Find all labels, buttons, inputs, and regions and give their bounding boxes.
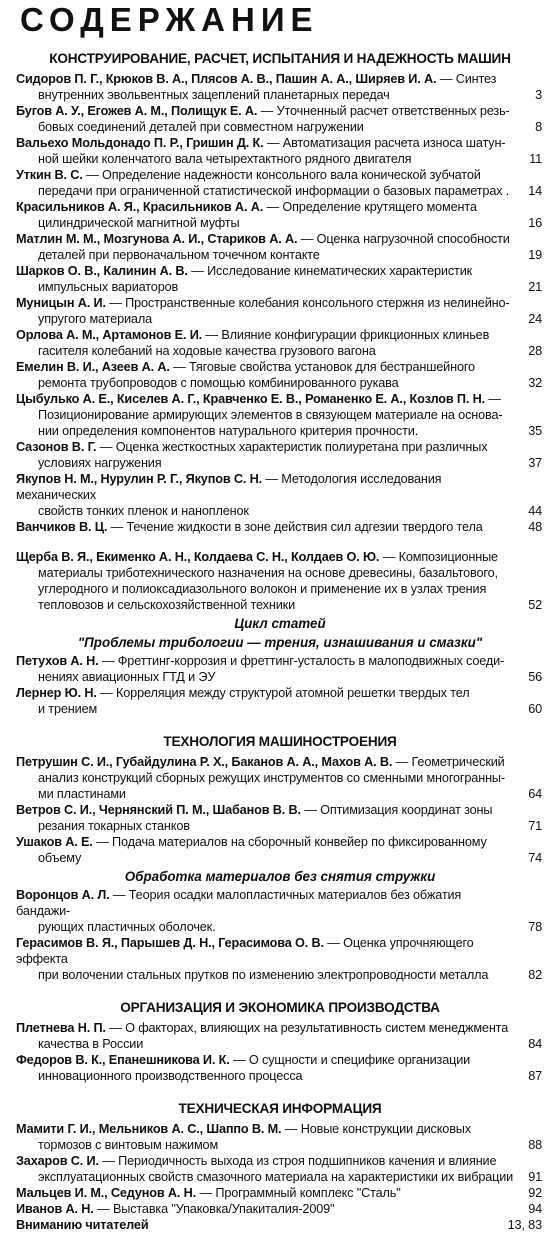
entry-text bbox=[16, 834, 544, 866]
toc-entry[interactable] bbox=[16, 653, 544, 685]
entry-line bbox=[16, 581, 518, 597]
toc-entry[interactable] bbox=[16, 519, 544, 535]
entry-title-text: — О сущности и специфике организации bbox=[233, 1053, 471, 1067]
entry-title-text: бовых соединений деталей при совместном нагружении bbox=[38, 120, 364, 134]
entry-title-text: ремонта трубопроводов с помощью комбинированного рукава bbox=[38, 376, 399, 390]
toc-entry[interactable] bbox=[16, 1201, 544, 1217]
entry-line bbox=[16, 327, 518, 343]
entry-line bbox=[16, 311, 518, 327]
entry-title-text: — Исследование кинематических характеристик bbox=[191, 264, 473, 278]
entry-title-text: Позиционирование армирующих элементов в связующем материале на основа- bbox=[38, 408, 503, 422]
entry-text bbox=[16, 439, 544, 471]
entry-authors: Красильников А. Я., Красильников А. А. bbox=[16, 200, 264, 214]
entry-title-text: — Новые конструкции дисковых bbox=[284, 1122, 471, 1136]
entry-text bbox=[16, 1020, 544, 1052]
entry-text bbox=[16, 1185, 544, 1201]
entry-title-text: внутренних эвольвентных зацеплений планетарных передач bbox=[38, 88, 390, 102]
entry-authors: Муницын А. И. bbox=[16, 296, 106, 310]
entry-line bbox=[16, 295, 518, 311]
toc-entry[interactable] bbox=[16, 935, 544, 983]
entry-title-text: — Выставка "Упаковка/Упакиталия-2009" bbox=[97, 1202, 335, 1216]
entry-title-text: — Оценка упрочняющего эффекта bbox=[16, 936, 474, 966]
entry-title-text: — Фреттинг-коррозия и фреттинг-усталость в малоподвижных соеди- bbox=[101, 654, 505, 668]
entry-page-number: 88 bbox=[528, 1138, 542, 1152]
entry-title-text: гасителя колебаний на ходовые качества грузового вагона bbox=[38, 344, 376, 358]
entry-line bbox=[16, 967, 518, 983]
entry-line bbox=[16, 1217, 518, 1233]
toc-entry[interactable] bbox=[16, 834, 544, 866]
entry-title-text: — Программный комплекс "Сталь" bbox=[199, 1186, 401, 1200]
entry-text bbox=[16, 295, 544, 327]
toc-entry[interactable] bbox=[16, 71, 544, 103]
toc-entry[interactable] bbox=[16, 1153, 544, 1185]
entry-title-text: при волочении стальных прутков по изменению электропроводности металла bbox=[38, 968, 489, 982]
entry-page-number: 64 bbox=[528, 787, 542, 801]
entry-page-number: 19 bbox=[528, 248, 542, 262]
entry-title-text: цилиндрической магнитной муфты bbox=[38, 216, 240, 230]
entry-page-number: 24 bbox=[528, 312, 542, 326]
toc-entry[interactable] bbox=[16, 1217, 544, 1233]
entry-title-text: — Автоматизация расчета износа шатун- bbox=[266, 136, 506, 150]
entry-line bbox=[16, 455, 518, 471]
entry-title-text: — Оценка нагрузочной способности bbox=[300, 232, 510, 246]
entry-line bbox=[16, 786, 518, 802]
entry-line bbox=[16, 770, 518, 786]
entry-authors: Мальцев И. М., Седунов А. Н. bbox=[16, 1186, 197, 1200]
entry-authors: Сидоров П. Г., Крюков В. А., Плясов А. В., Пашин А. А., Ширяев И. А. bbox=[16, 72, 437, 86]
entry-title-text: — Геометрический bbox=[395, 755, 505, 769]
toc-entry[interactable] bbox=[16, 471, 544, 519]
entry-authors: Плетнева Н. П. bbox=[16, 1021, 106, 1035]
entry-line bbox=[16, 1036, 518, 1052]
entry-line bbox=[16, 375, 518, 391]
entry-text bbox=[16, 471, 544, 519]
entry-title-text: — Оптимизация координат зоны bbox=[304, 803, 493, 817]
entry-line bbox=[16, 1153, 518, 1169]
entry-title-text: тепловозов и сельскохозяйственной техники bbox=[38, 598, 296, 612]
entry-line bbox=[16, 71, 518, 87]
entry-line bbox=[16, 103, 518, 119]
entry-line bbox=[16, 199, 518, 215]
entry-authors: Мамити Г. И., Мельников А. С., Шаппо В. М. bbox=[16, 1122, 282, 1136]
entry-text bbox=[16, 135, 544, 167]
entry-text bbox=[16, 103, 544, 135]
entry-text bbox=[16, 167, 544, 199]
entry-title-text: — Пространственные колебания консольного стержня из нелинейно- bbox=[109, 296, 510, 310]
entry-page-number: 11 bbox=[529, 152, 542, 166]
section-gap bbox=[16, 983, 544, 993]
entry-page-number: 32 bbox=[528, 376, 542, 390]
entry-line bbox=[16, 423, 518, 439]
entry-authors: Воронцов А. Л. bbox=[16, 888, 110, 902]
entry-line bbox=[16, 802, 518, 818]
entry-line bbox=[16, 850, 518, 866]
entry-page-number: 82 bbox=[528, 968, 542, 982]
entry-page-number: 48 bbox=[528, 520, 542, 534]
entry-title-text: упругого материала bbox=[38, 312, 152, 326]
entry-authors: Иванов А. Н. bbox=[16, 1202, 94, 1216]
entry-title-text: — bbox=[488, 392, 501, 406]
entry-page-number: 21 bbox=[528, 280, 542, 294]
entry-line bbox=[16, 439, 518, 455]
toc-entry[interactable] bbox=[16, 1052, 544, 1084]
toc-entry[interactable] bbox=[16, 327, 544, 359]
entry-authors: Захаров С. И. bbox=[16, 1154, 99, 1168]
entry-title-text: деталей при первоначальном точечном контакте bbox=[38, 248, 320, 262]
entry-authors: Вниманию читателей bbox=[16, 1218, 149, 1232]
entry-authors: Герасимов В. Я., Парышев Д. Н., Герасимова О. В. bbox=[16, 936, 324, 950]
entry-line bbox=[16, 471, 518, 503]
toc-entry[interactable] bbox=[16, 1121, 544, 1153]
entry-title-text: нениях авиационных ГТД и ЭУ bbox=[38, 670, 216, 684]
entry-title-text: углеродного и полиоксадиазольного волокон и применение их в узлах трения bbox=[38, 582, 487, 596]
entry-title-text: — Синтез bbox=[439, 72, 497, 86]
entry-title-text: условиях нагружения bbox=[38, 456, 162, 470]
entry-authors: Цыбулько А. Е., Киселев А. Г., Кравченко Е. В., Романенко Е. А., Козлов П. Н. bbox=[16, 392, 486, 406]
entry-line bbox=[16, 119, 518, 135]
entry-line bbox=[16, 1137, 518, 1153]
section-heading: ОРГАНИЗАЦИЯ И ЭКОНОМИКА ПРОИЗВОДСТВА bbox=[120, 1000, 440, 1015]
entry-title-text: импульсных вариаторов bbox=[38, 280, 179, 294]
entry-text bbox=[16, 802, 544, 834]
entry-text bbox=[16, 263, 544, 295]
entry-page-number: 13, 83 bbox=[507, 1218, 542, 1232]
entry-title-text: анализ конструкций сборных режущих инструментов со сменными многогранны- bbox=[38, 771, 505, 785]
entry-text bbox=[16, 1201, 544, 1217]
toc-entry[interactable] bbox=[16, 1020, 544, 1052]
entry-line bbox=[16, 669, 518, 685]
entry-page-number: 37 bbox=[528, 456, 542, 470]
toc-entry[interactable] bbox=[16, 887, 544, 935]
toc-entry[interactable] bbox=[16, 549, 544, 613]
entry-title-text: рующих пластичных оболочек. bbox=[38, 920, 216, 934]
entry-line bbox=[16, 685, 518, 701]
entry-line bbox=[16, 834, 518, 850]
entry-line bbox=[16, 1169, 518, 1185]
entry-page-number: 94 bbox=[528, 1202, 542, 1216]
entry-authors: Емелин В. И., Азеев А. А. bbox=[16, 360, 170, 374]
entry-authors: Ванчиков В. Ц. bbox=[16, 520, 108, 534]
entry-title-text: — Течение жидкости в зоне действия сил адгезии твердого тела bbox=[110, 520, 483, 534]
entry-line bbox=[16, 919, 518, 935]
entry-page-number: 60 bbox=[528, 702, 542, 716]
entry-line bbox=[16, 519, 518, 535]
entry-text bbox=[16, 231, 544, 263]
entry-title-text: — Определение надежности консольного вала конической зубчатой bbox=[86, 168, 481, 182]
toc-entry[interactable] bbox=[16, 391, 544, 439]
entry-authors: Орлова А. М., Артамонов Е. И. bbox=[16, 328, 203, 342]
section-heading: ТЕХНИЧЕСКАЯ ИНФОРМАЦИЯ bbox=[178, 1101, 382, 1116]
entry-gap bbox=[16, 535, 544, 549]
entry-title-text: свойств тонких пленок и нанопленок bbox=[38, 504, 249, 518]
entry-title-text: — Тяговые свойства установок для бестраншейного bbox=[173, 360, 475, 374]
entry-line bbox=[16, 653, 518, 669]
entry-title-text: — О факторах, влияющих на результативность систем менеджмента bbox=[109, 1021, 509, 1035]
entry-text bbox=[16, 359, 544, 391]
entry-line bbox=[16, 754, 518, 770]
entry-text bbox=[16, 1052, 544, 1084]
entry-page-number: 56 bbox=[528, 670, 542, 684]
entry-authors: Федоров В. К., Епанешникова И. К. bbox=[16, 1053, 230, 1067]
entry-text bbox=[16, 1153, 544, 1185]
entry-line bbox=[16, 701, 518, 717]
entry-line bbox=[16, 1068, 518, 1084]
entry-authors: Сазонов В. Г. bbox=[16, 440, 97, 454]
section-gap bbox=[16, 1084, 544, 1094]
toc-entry[interactable] bbox=[16, 754, 544, 802]
entry-title-text: — Уточненный расчет ответственных резь- bbox=[260, 104, 510, 118]
entry-line bbox=[16, 231, 518, 247]
entry-line bbox=[16, 565, 518, 581]
entry-title-text: материалы триботехнического назначения на основе древесины, базальтового, bbox=[38, 566, 498, 580]
entry-text bbox=[16, 199, 544, 231]
toc-entry[interactable] bbox=[16, 199, 544, 231]
entry-page-number: 52 bbox=[528, 598, 542, 612]
entry-title-text: — Теория осадки малопластичных материалов без обжатия бандажи- bbox=[16, 888, 462, 918]
entry-page-number: 78 bbox=[528, 920, 542, 934]
toc-entry[interactable] bbox=[16, 359, 544, 391]
entry-page-number: 71 bbox=[528, 819, 542, 833]
entry-title-text: — Периодичность выхода из строя подшипников качения и влияние bbox=[102, 1154, 497, 1168]
entry-page-number: 28 bbox=[528, 344, 542, 358]
entry-line bbox=[16, 391, 518, 407]
entry-line bbox=[16, 503, 518, 519]
entry-line bbox=[16, 597, 518, 613]
entry-authors: Щерба В. Я., Екименко А. Н., Колдаева С. Н., Колдаев О. Ю. bbox=[16, 550, 380, 564]
entry-title-text: эксплуатационных свойств смазочного материала на характеристики их вибрации bbox=[38, 1170, 514, 1184]
entry-line bbox=[16, 263, 518, 279]
toc-entry[interactable] bbox=[16, 231, 544, 263]
entry-line bbox=[16, 359, 518, 375]
entry-text bbox=[16, 549, 544, 613]
toc-entry[interactable] bbox=[16, 167, 544, 199]
entry-line bbox=[16, 1121, 518, 1137]
entry-page-number: 84 bbox=[528, 1037, 542, 1051]
entry-page-number: 14 bbox=[528, 184, 542, 198]
section-heading: КОНСТРУИРОВАНИЕ, РАСЧЕТ, ИСПЫТАНИЯ И НАДЕЖНОСТЬ МАШИН bbox=[49, 51, 511, 66]
subsection-heading-2: "Проблемы трибологии — трения, изнашивания и смазки" bbox=[77, 635, 483, 650]
entry-title-text: — Определение крутящего момента bbox=[266, 200, 477, 214]
entry-line bbox=[16, 151, 518, 167]
entry-text bbox=[16, 653, 544, 685]
entry-authors: Петрушин С. И., Губайдулина Р. Х., Баканов А. А., Махов А. В. bbox=[16, 755, 393, 769]
entry-authors: Уткин В. С. bbox=[16, 168, 83, 182]
entry-title-text: — Подача материалов на сборочный конвейер по фиксированному bbox=[96, 835, 487, 849]
entry-text bbox=[16, 71, 544, 103]
entry-authors: Ветров С. И., Чернянский П. М., Шабанов В. В. bbox=[16, 803, 301, 817]
toc-entry[interactable] bbox=[16, 685, 544, 717]
entry-page-number: 3 bbox=[535, 88, 542, 102]
entry-title-text: — Оценка жесткостных характеристик полиуретана при различных bbox=[99, 440, 488, 454]
entry-text bbox=[16, 1121, 544, 1153]
entry-page-number: 16 bbox=[528, 216, 542, 230]
entry-text bbox=[16, 935, 544, 983]
toc-entry[interactable] bbox=[16, 1185, 544, 1201]
entry-title-text: — Корреляция между структурой атомной решетки твердых тел bbox=[100, 686, 470, 700]
entry-title-text: — Влияние конфигурации фрикционных клиньев bbox=[205, 328, 490, 342]
entry-authors: Ушаков А. Е. bbox=[16, 835, 93, 849]
entry-line bbox=[16, 935, 518, 967]
page-title: СОДЕРЖАНИЕ bbox=[20, 1, 319, 38]
entry-title-text: качества в России bbox=[38, 1037, 144, 1051]
entry-page-number: 8 bbox=[535, 120, 542, 134]
entry-title-text: тормозов с винтовым нажимом bbox=[38, 1138, 219, 1152]
entry-title-text: резания токарных станков bbox=[38, 819, 190, 833]
entry-page-number: 35 bbox=[528, 424, 542, 438]
entry-page-number: 91 bbox=[528, 1170, 542, 1184]
entry-authors: Матлин М. М., Мозгунова А. И., Стариков А. А. bbox=[16, 232, 298, 246]
toc-page bbox=[0, 1, 552, 1232]
entry-line bbox=[16, 887, 518, 919]
subsection-heading: Обработка материалов без снятия стружки bbox=[124, 869, 436, 884]
entry-line bbox=[16, 135, 518, 151]
entry-authors: Петухов А. Н. bbox=[16, 654, 99, 668]
entry-title-text: — Композиционные bbox=[382, 550, 498, 564]
entry-line bbox=[16, 87, 518, 103]
entry-text bbox=[16, 391, 544, 439]
entry-authors: Бугов А. У., Егожев А. М., Полищук Е. А. bbox=[16, 104, 258, 118]
toc-entry[interactable] bbox=[16, 439, 544, 471]
entry-page-number: 74 bbox=[528, 851, 542, 865]
entry-line bbox=[16, 215, 518, 231]
entry-title-text: инновационного производственного процесса bbox=[38, 1069, 303, 1083]
entry-text bbox=[16, 519, 544, 535]
entry-page-number: 92 bbox=[528, 1186, 542, 1200]
section-heading: ТЕХНОЛОГИЯ МАШИНОСТРОЕНИЯ bbox=[163, 734, 397, 749]
entry-authors: Шарков О. В., Калинин А. В. bbox=[16, 264, 188, 278]
entry-page-number: 87 bbox=[528, 1069, 542, 1083]
toc-entry[interactable] bbox=[16, 295, 544, 327]
entry-title-text: и трением bbox=[38, 702, 98, 716]
entry-line bbox=[16, 1020, 518, 1036]
section-gap bbox=[16, 717, 544, 727]
entry-text bbox=[16, 685, 544, 717]
entry-text bbox=[16, 887, 544, 935]
entry-line bbox=[16, 1185, 518, 1201]
entry-line bbox=[16, 1052, 518, 1068]
toc-content bbox=[16, 50, 544, 1233]
entry-title-text: ной шейки коленчатого вала четырехтактного рядного двигателя bbox=[38, 152, 412, 166]
entry-line bbox=[16, 343, 518, 359]
entry-line bbox=[16, 818, 518, 834]
entry-line bbox=[16, 1201, 518, 1217]
entry-line bbox=[16, 407, 518, 423]
entry-page-number: 44 bbox=[528, 504, 542, 518]
entry-authors: Лернер Ю. Н. bbox=[16, 686, 97, 700]
entry-line bbox=[16, 549, 518, 565]
entry-text bbox=[16, 327, 544, 359]
entry-line bbox=[16, 279, 518, 295]
entry-authors: Якупов Н. М., Нурулин Р. Г., Якупов С. Н. bbox=[16, 472, 262, 486]
entry-title-text: передачи при ограниченной статистической информации о базовых параметрах . bbox=[38, 184, 510, 198]
entry-line bbox=[16, 183, 518, 199]
entry-title-text: ми пластинами bbox=[38, 787, 126, 801]
toc-entry[interactable] bbox=[16, 802, 544, 834]
toc-entry[interactable] bbox=[16, 263, 544, 295]
entry-line bbox=[16, 167, 518, 183]
entry-text bbox=[16, 1217, 544, 1233]
subsection-heading: Цикл статей bbox=[234, 616, 326, 631]
toc-entry[interactable] bbox=[16, 135, 544, 167]
entry-title-text: — Методология исследования механических bbox=[16, 472, 442, 502]
entry-authors: Вальехо Мольдонадо П. Р., Гришин Д. К. bbox=[16, 136, 264, 150]
entry-line bbox=[16, 247, 518, 263]
entry-title-text: объему bbox=[38, 851, 82, 865]
entry-text bbox=[16, 754, 544, 802]
entry-title-text: нии определения компонентов натурального критерия прочности. bbox=[38, 424, 419, 438]
toc-entry[interactable] bbox=[16, 103, 544, 135]
